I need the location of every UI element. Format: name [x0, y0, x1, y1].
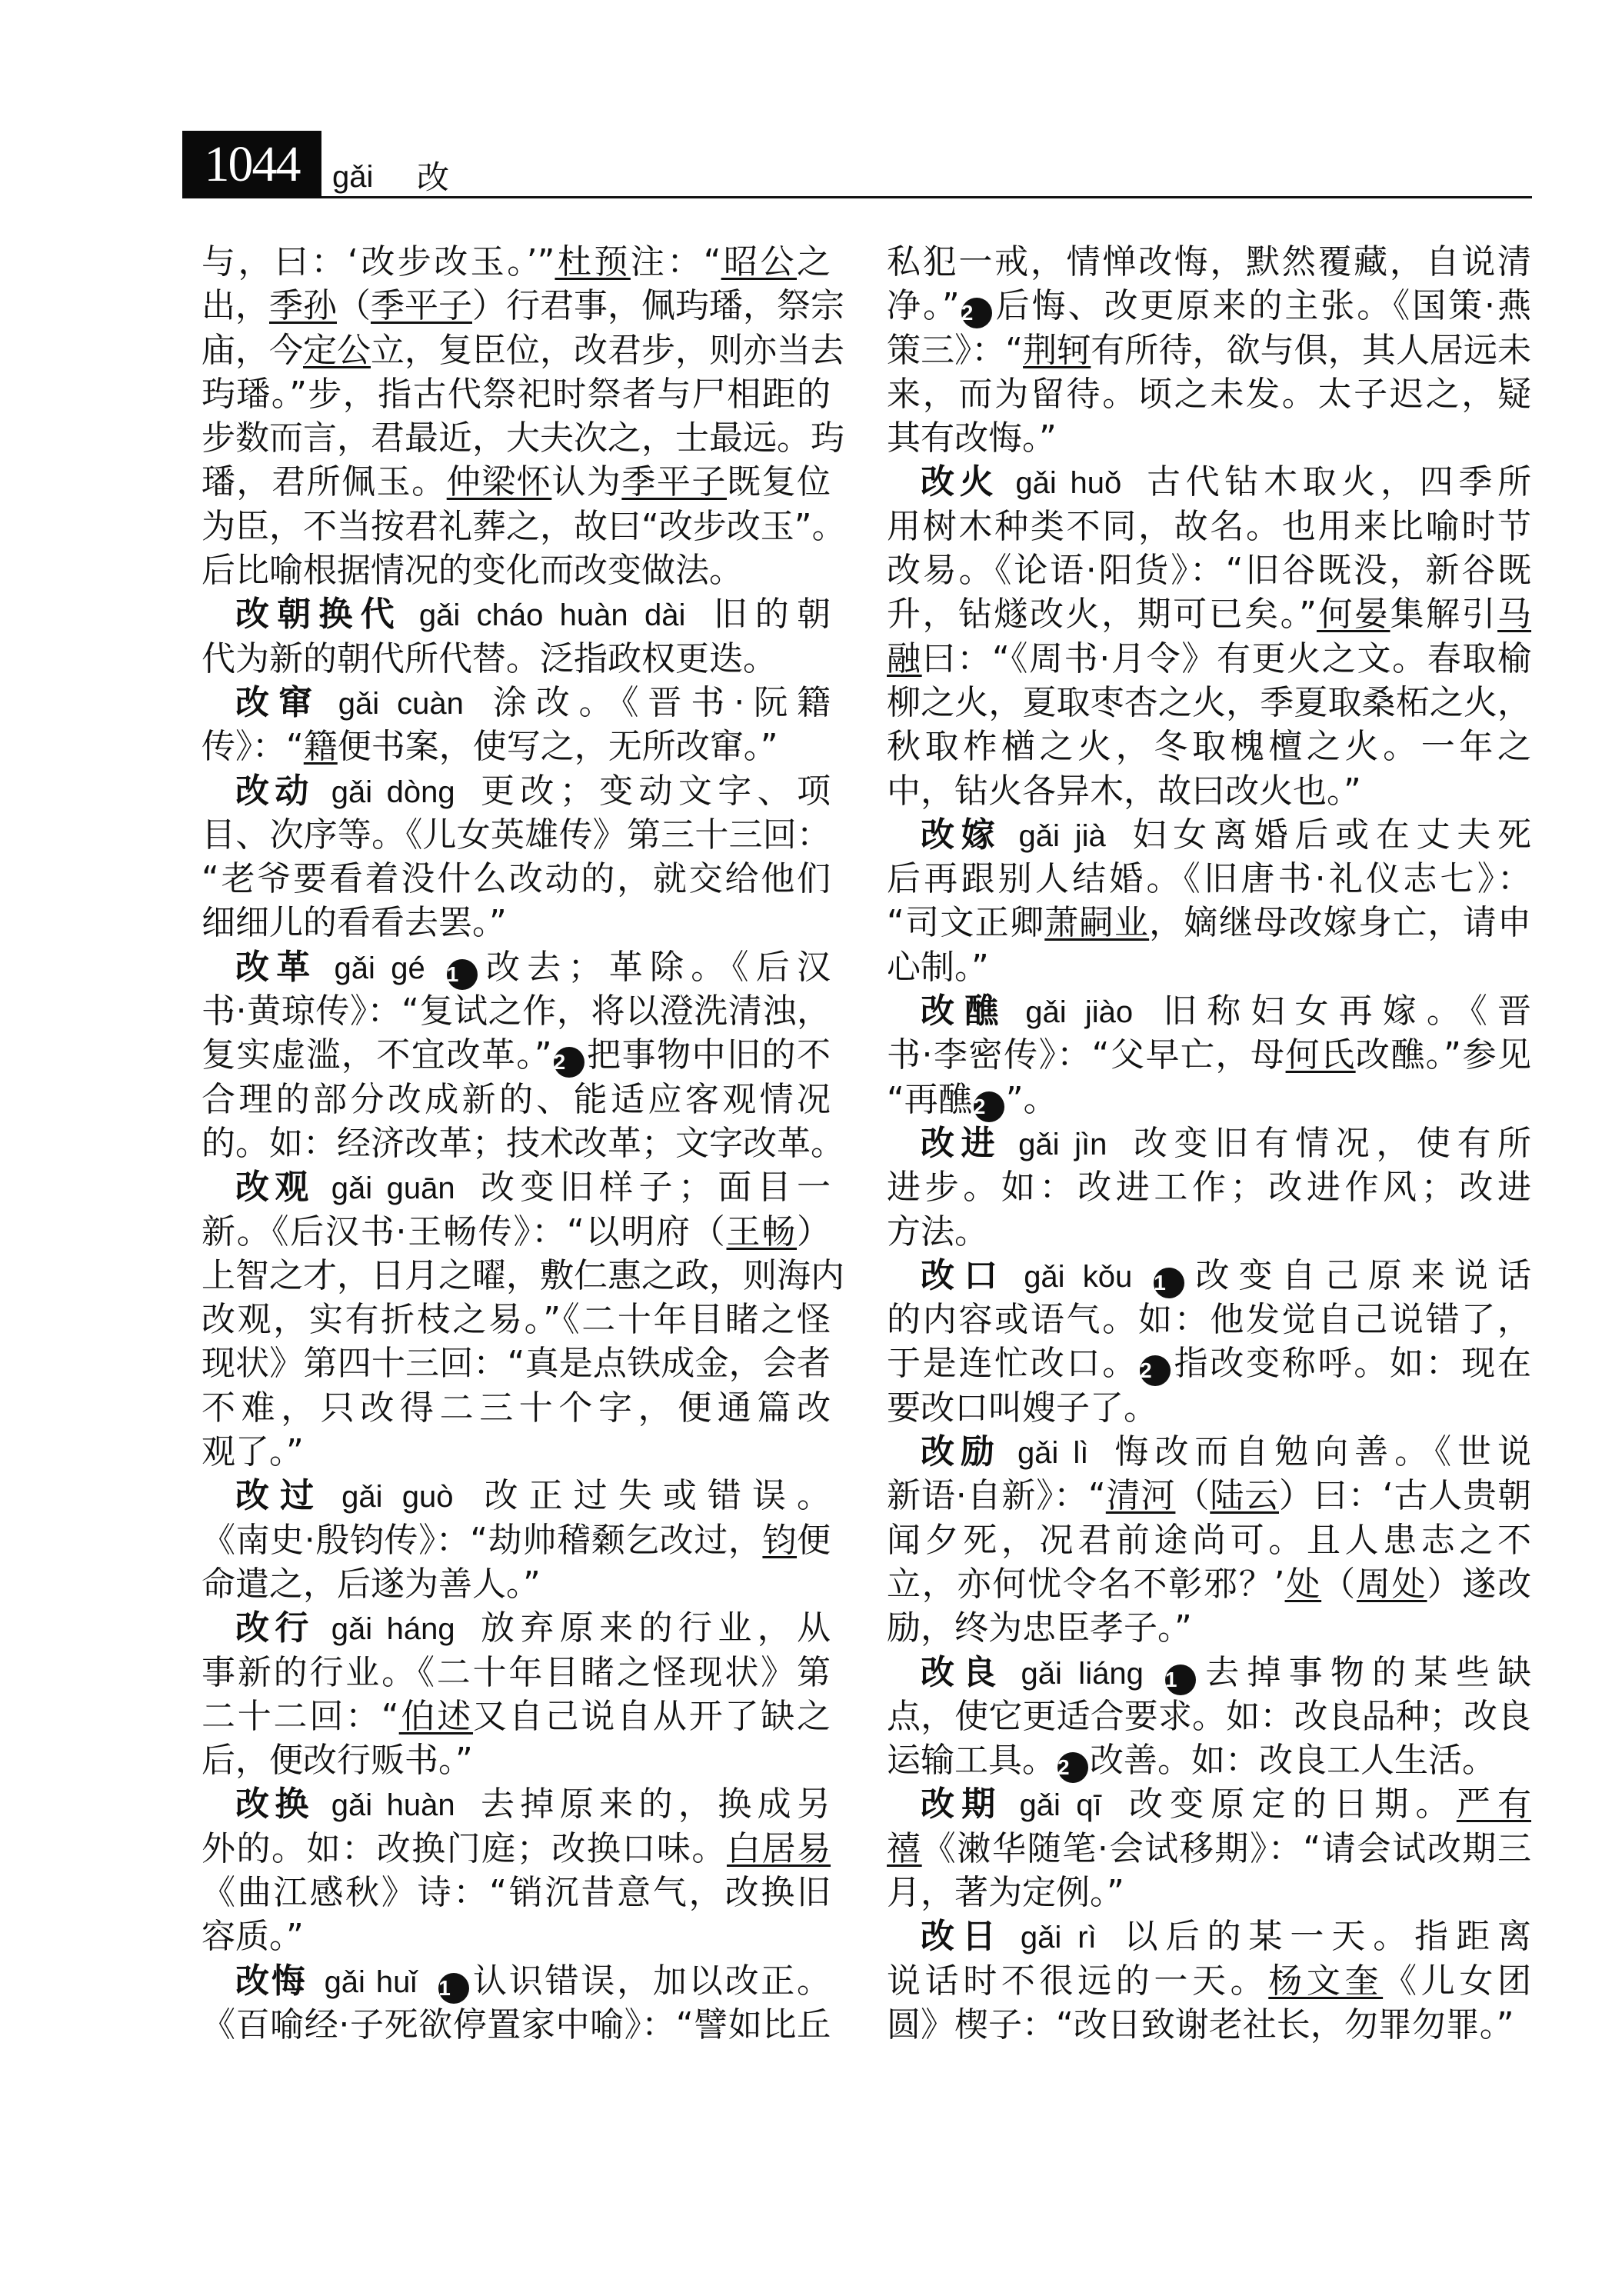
- entry-text-line: [887, 1078, 1531, 1121]
- text-run: 涂改。《晋书·阮籍: [483, 682, 831, 722]
- entry-text-line: [887, 592, 1531, 636]
- entry-text-line: [201, 548, 831, 592]
- sense-number-icon: 1: [1154, 1268, 1184, 1298]
- entry-pinyin: gǎi huǐ: [324, 1964, 418, 1999]
- entry-text-line: [887, 1165, 1531, 1209]
- entry-text-line: [201, 372, 831, 416]
- text-run: 《儿女团: [1383, 1961, 1531, 2001]
- proper-name: 季平子: [371, 286, 472, 326]
- entry-text-line: [887, 901, 1531, 945]
- text-run: 以后的某一天。指距离: [1116, 1917, 1531, 1957]
- entry-headword: 改过: [235, 1476, 325, 1516]
- entry-headword: 改励: [921, 1432, 1001, 1472]
- text-run: 事新的行业。《二十年目睹之怪现状》第: [201, 1652, 831, 1692]
- proper-name: 季孙: [269, 286, 337, 326]
- entry-headword-line: [887, 1121, 1531, 1165]
- entry-text-line: [201, 1341, 831, 1385]
- entry-text-line: [201, 857, 831, 901]
- entry-headword-line: [201, 1606, 831, 1650]
- text-run: 不难，只改得二三十个字，便通篇改: [201, 1388, 831, 1428]
- text-run: 认为: [551, 462, 622, 502]
- entry-pinyin: gǎi lì: [1017, 1436, 1089, 1471]
- proper-name: 陆云: [1210, 1476, 1280, 1516]
- entry-text-line: [887, 1959, 1531, 2003]
- entry-text-line: [887, 416, 1531, 460]
- text-run: 改变旧样子；面目一: [475, 1168, 831, 1208]
- proper-name: 定公: [303, 330, 371, 370]
- text-run: 其有改悔。”: [887, 418, 1057, 458]
- sense-number-icon: 2: [974, 1091, 1004, 1122]
- entry-headword-line: [887, 460, 1531, 504]
- entry-headword-line: [887, 989, 1531, 1033]
- text-run: 升，钻燧改火，期可已矣。”: [887, 595, 1317, 635]
- left-column: [201, 240, 846, 2047]
- text-run: 为臣，不当按君礼葬之，故曰“改步改玉”。: [201, 506, 846, 546]
- text-run: 指改变称呼。如：现在: [1171, 1344, 1532, 1384]
- text-run: 进步。如：改进工作；改进作风；改进: [887, 1168, 1531, 1208]
- proper-name: 融: [887, 638, 922, 678]
- page-number: 1044: [182, 131, 321, 198]
- proper-name: 季平子: [621, 462, 727, 502]
- text-run: 既复位: [726, 462, 831, 502]
- entry-text-line: [201, 1914, 831, 1958]
- entry-text-line: [201, 1518, 831, 1562]
- entry-text-line: [201, 1254, 844, 1298]
- text-run: 运输工具。: [887, 1741, 1056, 1781]
- text-run: 改去；革除。《后汉: [478, 947, 831, 987]
- entry-headword-line: [887, 813, 1531, 857]
- text-run: 之: [797, 242, 831, 282]
- entry-text-line: [201, 1562, 831, 1606]
- entry-headword-line: [201, 592, 831, 636]
- text-run: 改醮。”参见: [1355, 1035, 1532, 1075]
- text-run: ）行君事，佩玙璠，祭宗: [472, 286, 844, 326]
- entry-pinyin: gǎi jià: [1018, 818, 1106, 853]
- entry-text-line: [887, 1562, 1531, 1606]
- text-run: 古代钻木取火，四季所: [1141, 462, 1532, 502]
- text-run: ，嫡继母改嫁身亡，请申: [1149, 903, 1532, 943]
- text-run: 《百喻经·子死欲停置家中喻》：“譬如比丘: [201, 2004, 831, 2044]
- text-run: 细细儿的看看去罢。”: [201, 903, 507, 943]
- text-run: 立，亦何忧令名不彰邪？’: [887, 1564, 1285, 1604]
- entry-headword-line: [887, 1914, 1531, 1958]
- text-run: 步数而言，君最近，大夫次之，士最远。玙: [201, 418, 844, 458]
- entry-headword: 改悔: [235, 1961, 308, 2001]
- text-run: 后比喻根据情况的变化而改变做法。: [201, 551, 743, 591]
- text-run: 后悔、改更原来的主张。《国策·燕: [993, 286, 1531, 326]
- entry-headword-line: [887, 1430, 1531, 1474]
- text-run: 月，著为定例。”: [887, 1872, 1124, 1912]
- text-run: 柳之火，夏取枣杏之火，季夏取桑柘之火，: [887, 682, 1531, 722]
- text-run: 闻夕死，况君前途尚可。且人患志之不: [887, 1520, 1531, 1560]
- proper-name: 籍: [303, 727, 338, 767]
- text-run: 的。如：经济改革；技术改革；文字改革。: [201, 1123, 844, 1163]
- entry-text-line: [201, 284, 844, 328]
- text-run: 点，使它更适合要求。如：改良品种；改良: [887, 1696, 1531, 1736]
- text-run: 去掉原来的，换成另: [475, 1784, 831, 1824]
- entry-text-line: [887, 1033, 1531, 1077]
- text-run: 又自己说自从开了缺之: [473, 1696, 831, 1736]
- text-run: 书·李密传》：“父早亡，母: [887, 1035, 1286, 1075]
- entry-headword-line: [201, 1959, 831, 2003]
- text-run: 用树木种类不同，故名。也用来比喻时节: [887, 506, 1531, 546]
- sense-number-icon: 2: [554, 1047, 585, 1078]
- entry-text-line: [201, 725, 831, 768]
- proper-name: 伯述: [398, 1696, 474, 1736]
- text-run: 改正过失或错误。: [473, 1476, 831, 1516]
- text-run: 圆》楔子：“改日致谢老社长，勿罪勿罪。”: [887, 2004, 1514, 2044]
- text-run: （: [1175, 1476, 1211, 1516]
- proper-name: 何晏: [1316, 595, 1391, 635]
- entry-headword-line: [201, 945, 831, 989]
- sense-number-icon: 2: [961, 298, 992, 328]
- entry-pinyin: gǎi guān: [331, 1171, 455, 1206]
- text-run: 认识错误，加以改正。: [471, 1961, 831, 2001]
- entry-text-line: [201, 901, 831, 945]
- text-run: “再醮: [887, 1079, 972, 1119]
- text-run: 二十二回：“: [201, 1696, 399, 1736]
- entry-text-line: [201, 1871, 831, 1914]
- entry-headword-line: [887, 1782, 1531, 1826]
- entry-text-line: [201, 1738, 831, 1782]
- text-run: 新语·自新》：“: [887, 1476, 1106, 1516]
- text-run: 改变旧有情况，使有所: [1127, 1123, 1531, 1163]
- entry-headword: 改朝换代: [235, 595, 402, 635]
- text-run: “老爷要看着没什么改动的，就交给他们: [201, 859, 831, 899]
- entry-text-line: [887, 328, 1531, 372]
- entry-pinyin: gǎi cuàn: [338, 686, 464, 721]
- proper-name: 处: [1284, 1564, 1322, 1604]
- text-run: 璠，君所佩玉。: [201, 462, 447, 502]
- text-run: 容质。”: [201, 1917, 304, 1957]
- entry-headword: 改嫁: [921, 815, 1002, 855]
- entry-pinyin: gǎi guò: [341, 1480, 454, 1515]
- text-run: 外的。如：改换门庭；改换口味。: [201, 1828, 727, 1868]
- entry-text-line: [887, 548, 1531, 592]
- entry-text-line: [887, 857, 1531, 901]
- entry-text-line: [201, 1651, 831, 1695]
- entry-text-line: [887, 1738, 1531, 1782]
- text-run: 《曲江感秋》诗：“销沉昔意气，改换旧: [201, 1872, 831, 1912]
- text-run: 集解引: [1390, 595, 1498, 635]
- text-run: ）: [797, 1211, 831, 1251]
- entry-headword-line: [201, 681, 831, 725]
- sense-number-icon: 2: [1057, 1752, 1088, 1783]
- text-run: 《南史·殷钧传》：“劫帅稽颡乞改过，: [201, 1520, 763, 1560]
- text-run: 改变原定的日期。: [1121, 1784, 1457, 1824]
- entry-text-line: [201, 1078, 831, 1121]
- text-run: 说话时不很远的一天。: [887, 1961, 1269, 2001]
- text-run: 于是连忙改口。: [887, 1344, 1138, 1384]
- entry-text-line: [887, 284, 1531, 328]
- text-run: 来，而为留待。顷之未发。太子迟之，疑: [887, 374, 1531, 414]
- text-run: 曰：“《周书·月令》有更火之文。春取榆: [921, 638, 1532, 678]
- proper-name: 萧嗣业: [1044, 903, 1150, 943]
- entry-text-line: [201, 989, 831, 1033]
- running-head-pinyin: gǎi: [332, 160, 374, 194]
- text-run: 放弃原来的行业，从: [475, 1608, 831, 1648]
- text-run: 后，便改行贩书。”: [201, 1741, 473, 1781]
- sense-number-icon: 1: [1165, 1665, 1196, 1695]
- entry-headword: 改口: [921, 1255, 1007, 1295]
- entry-headword-line: [887, 1651, 1531, 1695]
- sense-number-icon: 1: [438, 1973, 469, 2004]
- text-run: 秋取柞楢之火，冬取槐檀之火。一年之: [887, 727, 1531, 767]
- entry-pinyin: gǎi huǒ: [1015, 466, 1122, 501]
- proper-name: 何氏: [1285, 1035, 1356, 1075]
- entry-pinyin: gǎi dòng: [331, 775, 455, 809]
- entry-headword: 改换: [235, 1784, 315, 1824]
- entry-pinyin: gǎi kǒu: [1024, 1259, 1133, 1294]
- text-run: （: [1321, 1564, 1357, 1604]
- entry-headword: 改动: [235, 771, 315, 811]
- entry-text-line: [201, 1210, 831, 1254]
- entry-text-line: [201, 1033, 831, 1077]
- entry-headword-line: [201, 1474, 831, 1518]
- proper-name: 荆轲: [1023, 330, 1091, 370]
- entry-headword: 改革: [235, 947, 318, 987]
- entry-headword-line: [887, 1254, 1531, 1298]
- text-run: 立，复臣位，改君步，则亦当去: [371, 330, 844, 370]
- entry-text-line: [201, 1386, 831, 1430]
- entry-text-line: [201, 416, 844, 460]
- text-run: 更改；变动文字、项: [475, 771, 831, 811]
- text-run: 《潄华随笔·会试移期》：“请会试改期三: [921, 1828, 1532, 1868]
- sense-number-icon: 1: [447, 959, 478, 990]
- entry-text-line: [887, 945, 1531, 989]
- text-run: 方法。: [887, 1211, 988, 1251]
- entry-pinyin: gǎi cháo huàn dài: [418, 598, 686, 633]
- text-run: （: [337, 286, 371, 326]
- entry-pinyin: gǎi jìn: [1018, 1127, 1107, 1161]
- text-run: 旧的朝: [705, 595, 831, 635]
- entry-headword: 改日: [921, 1917, 1004, 1957]
- entry-text-line: [201, 240, 831, 284]
- entry-headword: 改观: [235, 1168, 315, 1208]
- text-run: 便: [797, 1520, 831, 1560]
- text-run: 改变自己原来说话: [1186, 1255, 1532, 1295]
- entry-pinyin: gǎi háng: [331, 1612, 455, 1647]
- entry-text-line: [201, 637, 831, 681]
- text-run: 旧称妇女再嫁。《晋: [1153, 991, 1532, 1031]
- proper-name: 杜预: [555, 242, 631, 282]
- entry-text-line: [887, 1606, 1531, 1650]
- text-run: 目、次序等。《儿女英雄传》第三十三回：: [201, 815, 831, 855]
- text-run: 命遣之，后遂为善人。”: [201, 1564, 541, 1604]
- text-run: 现状》第四十三回：“真是点铁成金，会者: [201, 1344, 831, 1384]
- entry-pinyin: gǎi liáng: [1021, 1656, 1144, 1691]
- text-run: 观了。”: [201, 1432, 304, 1472]
- entry-text-line: [201, 1298, 831, 1341]
- entry-text-line: [887, 681, 1531, 725]
- proper-name: 清河: [1105, 1476, 1176, 1516]
- entry-text-line: [887, 637, 1531, 681]
- text-run: 中，钻火各异木，故曰改火也。”: [887, 771, 1361, 811]
- entry-headword-line: [201, 769, 831, 813]
- text-run: 新。《后汉书·王畅传》：“以明府（: [201, 1211, 727, 1251]
- proper-name: 王畅: [726, 1211, 798, 1251]
- entry-text-line: [201, 1695, 831, 1738]
- text-run: 励，终为忠臣孝子。”: [887, 1608, 1192, 1648]
- entry-text-line: [201, 1430, 831, 1474]
- text-run: 的内容或语气。如：他发觉自己说错了，: [887, 1300, 1531, 1340]
- entry-headword: 改火: [921, 462, 999, 502]
- text-run: 代为新的朝代所代替。泛指政权更迭。: [201, 638, 777, 678]
- text-run: 去掉事物的某些缺: [1197, 1652, 1531, 1692]
- text-run: 私犯一戒，情惮改悔，默然覆藏，自说清: [887, 242, 1531, 282]
- entry-text-line: [887, 240, 1531, 284]
- proper-name: 仲梁怀: [446, 462, 552, 502]
- entry-text-line: [887, 769, 1531, 813]
- text-run: 与，曰：‘改步改玉。’”: [201, 242, 555, 282]
- entry-headword: 改窜: [235, 682, 321, 722]
- text-run: 复实虚滥，不宜改革。”: [201, 1035, 552, 1075]
- text-run: 合理的部分改成新的、能适应客观情况: [201, 1079, 831, 1119]
- proper-name: 杨文奎: [1268, 1961, 1384, 2001]
- entry-text-line: [887, 1474, 1531, 1518]
- text-run: ”。: [1005, 1079, 1057, 1119]
- entry-text-line: [201, 1827, 831, 1871]
- entry-text-line: [887, 1298, 1531, 1341]
- text-run: 心制。”: [887, 947, 989, 987]
- text-run: 悔改而自勉向善。《世说: [1108, 1432, 1532, 1472]
- text-run: 书·黄琼传》：“复试之作，将以澄洗清浊，: [201, 991, 831, 1031]
- proper-name: 昭公: [721, 242, 797, 282]
- sense-number-icon: 2: [1140, 1355, 1171, 1386]
- text-run: ）遂改: [1427, 1564, 1532, 1604]
- text-run: 妇女离婚后或在丈夫死: [1125, 815, 1532, 855]
- text-run: 改观，实有折枝之易。”《二十年目睹之怪: [201, 1300, 831, 1340]
- text-run: 便书案，使写之，无所改窜。”: [337, 727, 778, 767]
- entry-headword: 改进: [921, 1123, 1002, 1163]
- proper-name: 钧: [762, 1520, 798, 1560]
- proper-name: 周处: [1356, 1564, 1427, 1604]
- proper-name: 白居易: [726, 1828, 831, 1868]
- entry-pinyin: gǎi jiào: [1025, 995, 1134, 1030]
- running-head-character: 改: [417, 158, 450, 196]
- entry-text-line: [887, 1518, 1531, 1562]
- entry-headword: 改行: [235, 1608, 315, 1648]
- entry-headword: 改良: [921, 1652, 1004, 1692]
- entry-text-line: [887, 1210, 1531, 1254]
- entry-headword: 改醮: [921, 991, 1009, 1031]
- text-run: 注：“: [630, 242, 721, 282]
- text-run: 净。”: [887, 286, 960, 326]
- entry-text-line: [201, 2003, 831, 2047]
- entry-pinyin: gǎi huàn: [331, 1788, 455, 1823]
- entry-headword: 改期: [921, 1784, 1003, 1824]
- proper-name: 马: [1497, 595, 1532, 635]
- entry-text-line: [887, 2003, 1531, 2047]
- text-run: 把事物中旧的不: [585, 1035, 831, 1075]
- proper-name: 禧: [887, 1828, 922, 1868]
- text-run: 策三》：“: [887, 330, 1024, 370]
- entry-headword-line: [201, 1782, 831, 1826]
- text-run: ）曰：‘古人贵朝: [1279, 1476, 1532, 1516]
- entry-pinyin: gǎi gé: [334, 951, 425, 985]
- entry-text-line: [887, 1871, 1531, 1914]
- page-header: [182, 131, 1532, 198]
- entry-headword-line: [201, 1165, 831, 1209]
- proper-name: 严有: [1456, 1784, 1532, 1824]
- entry-text-line: [887, 1386, 1531, 1430]
- text-run: 后再跟别人结婚。《旧唐书·礼仪志七》：: [887, 859, 1531, 899]
- text-run: 出，: [201, 286, 269, 326]
- text-run: 改善。如：改良工人生活。: [1090, 1741, 1496, 1781]
- entry-text-line: [201, 1121, 844, 1165]
- entry-text-line: [887, 1827, 1531, 1871]
- entry-pinyin: gǎi rì: [1020, 1921, 1097, 1955]
- text-run: 有所待，欲与俱，其人居远未: [1091, 330, 1532, 370]
- entry-text-line: [887, 725, 1531, 768]
- text-run: 上智之才，日月之曜，敷仁惠之政，则海内: [201, 1255, 844, 1295]
- text-run: 传》：“: [201, 727, 304, 767]
- text-run: 庙，今: [201, 330, 303, 370]
- entry-pinyin: gǎi qī: [1019, 1788, 1102, 1823]
- text-run: 改易。《论语·阳货》：“旧谷既没，新谷既: [887, 551, 1531, 591]
- text-run: 要改口叫嫂子了。: [887, 1388, 1157, 1428]
- entry-text-line: [887, 1695, 1531, 1738]
- header-rule: [321, 196, 1532, 198]
- entry-text-line: [887, 1341, 1531, 1385]
- text-run: 玙璠。”步，指古代祭祀时祭者与尸相距的: [201, 374, 831, 414]
- right-column: [887, 240, 1531, 2047]
- entry-text-line: [201, 328, 844, 372]
- entry-text-line: [201, 505, 846, 548]
- text-run: “司文正卿: [887, 903, 1045, 943]
- entry-text-line: [887, 372, 1531, 416]
- entry-text-line: [887, 505, 1531, 548]
- entry-text-line: [201, 813, 831, 857]
- entry-text-line: [201, 460, 831, 504]
